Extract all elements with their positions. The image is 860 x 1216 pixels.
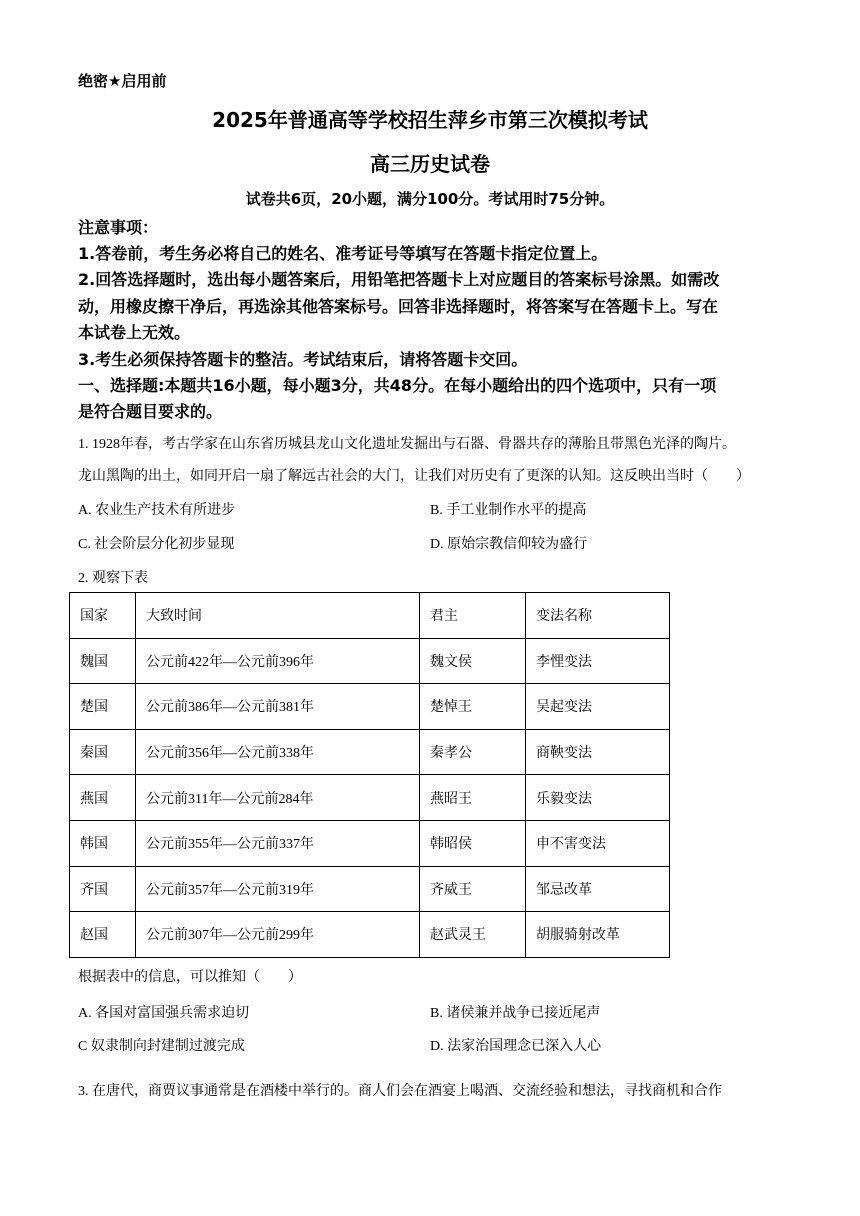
table-header-cell: 大致时间 [136, 593, 420, 639]
table-cell: 吴起变法 [526, 684, 670, 730]
q2-option-c: C 奴隶制向封建制过渡完成 [78, 1039, 245, 1054]
table-cell: 公元前356年—公元前338年 [136, 729, 420, 775]
q1-option-c: C. 社会阶层分化初步显现 [78, 537, 235, 552]
q1-option-a: A. 农业生产技术有所进步 [78, 503, 236, 518]
table-cell: 赵国 [70, 912, 136, 958]
table-header-cell: 君主 [420, 593, 526, 639]
table-cell: 楚国 [70, 684, 136, 730]
table-cell: 赵武灵王 [420, 912, 526, 958]
table-cell: 齐威王 [420, 866, 526, 912]
confidential-label: 绝密★启用前 [78, 72, 167, 90]
section-heading-cont: 是符合题目要求的。 [78, 402, 223, 421]
table-cell: 燕昭王 [420, 775, 526, 821]
table-cell: 公元前357年—公元前319年 [136, 866, 420, 912]
table-row [70, 684, 670, 730]
exam-info: 试卷共6页，20小题，满分100分。考试用时75分钟。 [245, 190, 615, 208]
section-heading: 一、选择题:本题共16小题，每小题3分，共48分。在每小题给出的四个选项中，只有一项 [78, 376, 717, 395]
table-cell: 楚悼王 [420, 684, 526, 730]
q2-option-a: A. 各国对富国强兵需求迫切 [78, 1006, 250, 1021]
table-row [70, 729, 670, 775]
table-cell: 魏文侯 [420, 638, 526, 684]
table-cell: 公元前386年—公元前381年 [136, 684, 420, 730]
table-cell: 韩国 [70, 820, 136, 866]
q3-stem: 3. 在唐代，商贾议事通常是在酒楼中举行的。商人们会在酒宴上喝酒、交流经验和想法，寻找商机和合作 [78, 1084, 722, 1099]
table-cell: 公元前311年—公元前284年 [136, 775, 420, 821]
table-cell: 燕国 [70, 775, 136, 821]
q2-prompt: 根据表中的信息，可以推知（ ） [78, 970, 302, 985]
table-cell: 商鞅变法 [526, 729, 670, 775]
table-cell: 魏国 [70, 638, 136, 684]
table-cell: 秦孝公 [420, 729, 526, 775]
note-line: 3.考生必须保持答题卡的整洁。考试结束后，请将答题卡交回。 [78, 350, 528, 369]
table-cell: 邹忌改革 [526, 866, 670, 912]
exam-title: 2025年普通高等学校招生萍乡市第三次模拟考试 [212, 108, 648, 132]
q2-option-d: D. 法家治国理念已深入人心 [430, 1039, 602, 1054]
note-line: 1.答卷前，考生务必将自己的姓名、准考证号等填写在答题卡指定位置上。 [78, 244, 608, 263]
table-cell: 李悝变法 [526, 638, 670, 684]
table-cell: 胡服骑射改革 [526, 912, 670, 958]
table-cell: 乐毅变法 [526, 775, 670, 821]
table-row [70, 912, 670, 958]
table-cell: 秦国 [70, 729, 136, 775]
note-line: 动，用橡皮擦干净后，再选涂其他答案标号。回答非选择题时，将答案写在答题卡上。写在 [78, 297, 719, 316]
table-header-cell: 变法名称 [526, 593, 670, 639]
table-header-cell: 国家 [70, 593, 136, 639]
note-line: 2.回答选择题时，选出每小题答案后，用铅笔把答题卡上对应题目的答案标号涂黑。如需改 [78, 270, 720, 289]
table-row [70, 866, 670, 912]
table-row [70, 775, 670, 821]
table-cell: 公元前422年—公元前396年 [136, 638, 420, 684]
q1-option-d: D. 原始宗教信仰较为盛行 [430, 537, 588, 552]
q1-stem: 1. 1928年春，考古学家在山东省历城县龙山文化遗址发掘出与石器、骨器共存的薄胎且带黑色光泽的陶片。 [78, 437, 736, 452]
note-line: 本试卷上无效。 [78, 323, 191, 342]
table-header-row [70, 593, 670, 639]
q2-stem: 2. 观察下表 [78, 571, 148, 586]
table-row [70, 638, 670, 684]
notes-heading: 注意事项： [78, 218, 159, 237]
table-cell: 公元前307年—公元前299年 [136, 912, 420, 958]
table-row [70, 820, 670, 866]
q2-option-b: B. 诸侯兼并战争已接近尾声 [430, 1006, 601, 1021]
table-cell: 申不害变法 [526, 820, 670, 866]
table-cell: 齐国 [70, 866, 136, 912]
table-cell: 公元前355年—公元前337年 [136, 820, 420, 866]
table-cell: 韩昭侯 [420, 820, 526, 866]
q1-option-b: B. 手工业制作水平的提高 [430, 503, 587, 518]
q1-stem-cont: 龙山黑陶的出土，如同开启一扇了解远古社会的大门，让我们对历史有了更深的认知。这反映出当时（ ） [78, 469, 750, 484]
exam-subtitle: 高三历史试卷 [370, 152, 490, 176]
reform-table [69, 592, 670, 958]
